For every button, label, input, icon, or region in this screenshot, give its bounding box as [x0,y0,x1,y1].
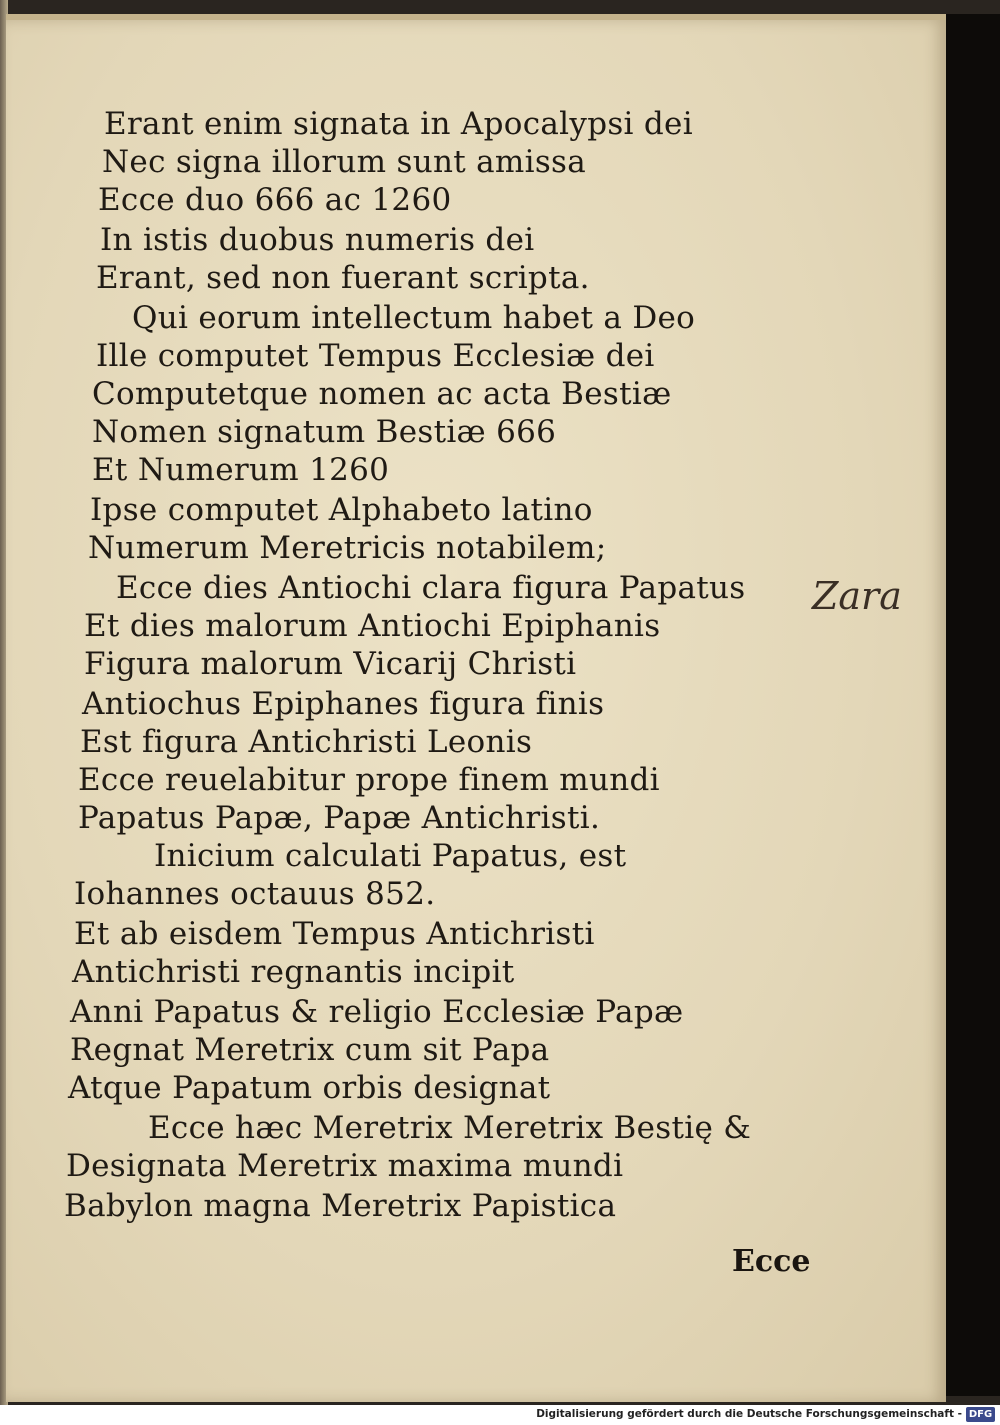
text-line: Ecce duo 666 ac 1260 [98,182,452,218]
text-line: Antichristi regnantis incipit [72,954,515,990]
text-line: Ecce dies Antiochi clara figura Papatus [116,570,746,606]
text-line: Regnat Meretrix cum sit Papa [70,1032,550,1068]
text-line: Iohannes octauus 852. [74,876,436,912]
text-line: Et ab eisdem Tempus Antichristi [74,916,595,952]
text-line: Nomen signatum Bestiæ 666 [92,414,557,450]
text-line: In istis duobus numeris dei [100,222,535,258]
text-line: Papatus Papæ, Papæ Antichristi. [78,800,601,836]
text-line: Ecce hæc Meretrix Meretrix Bestię & [148,1110,752,1146]
dfg-logo: DFG [966,1407,995,1422]
text-line: Computetque nomen ac acta Bestiæ [92,376,672,412]
text-line: Numerum Meretricis notabilem; [88,530,607,566]
footer-bar [0,1405,1000,1425]
text-line: Et dies malorum Antiochi Epiphanis [84,608,661,644]
text-line: Designata Meretrix maxima mundi [66,1148,624,1184]
text-line: Erant enim signata in Apocalypsi dei [104,106,693,142]
text-line: Est figura Antichristi Leonis [80,724,533,760]
text-line: Ille computet Tempus Ecclesiæ dei [96,338,655,374]
text-line: Nec signa illorum sunt amissa [102,144,587,180]
text-line: Ecce reuelabitur prope finem mundi [78,762,660,798]
text-line: Erant, sed non fuerant scripta. [96,260,590,296]
text-line: Inicium calculati Papatus, est [154,838,627,874]
digitization-credit: Digitalisierung gefördert durch die Deutsche Forschungsgemeinschaft - [536,1408,962,1420]
text-line: Et Numerum 1260 [92,452,390,488]
text-line: Atque Papatum orbis designat [68,1070,551,1106]
marginal-note: Zara [812,574,902,618]
text-line: Qui eorum intellectum habet a Deo [132,300,696,336]
catchword: Ecce [732,1244,811,1279]
text-line: Ipse computet Alphabeto latino [90,492,593,528]
text-line: Babylon magna Meretrix Papistica [64,1188,617,1224]
text-line: Antiochus Epiphanes figura finis [82,686,605,722]
scan-dark-strip [946,14,1000,1396]
text-line: Figura malorum Vicarij Christi [84,646,577,682]
text-line: Anni Papatus & religio Ecclesiæ Papæ [70,994,684,1030]
